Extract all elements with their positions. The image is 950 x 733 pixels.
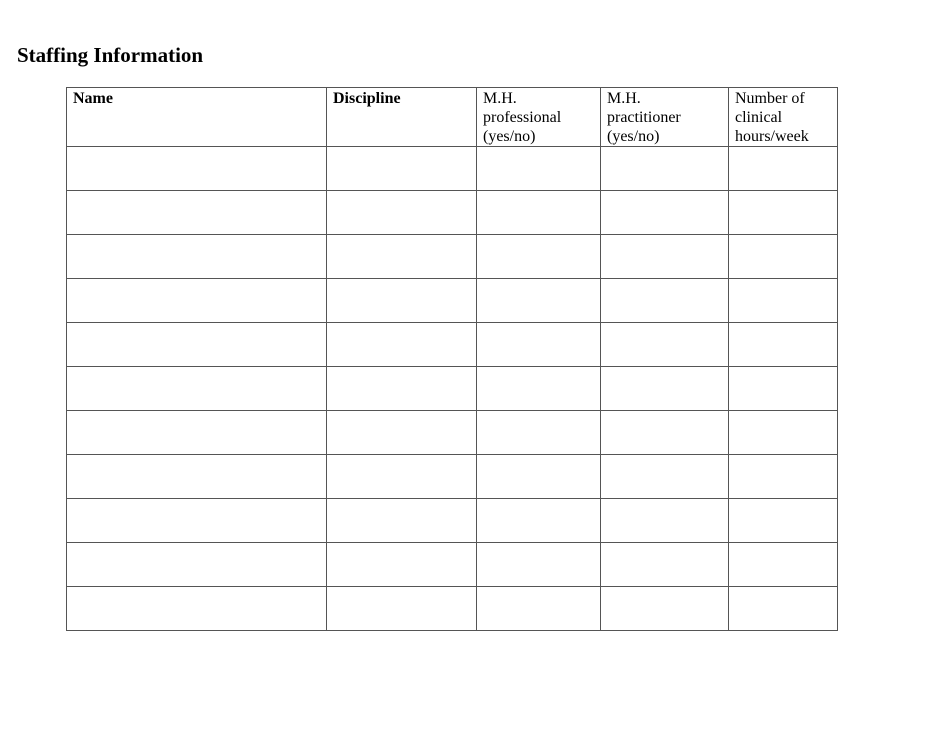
table-row <box>67 543 838 587</box>
header-text: practitioner <box>607 109 681 126</box>
cell-mh-practitioner[interactable] <box>601 147 729 191</box>
cell-mh-professional[interactable] <box>477 279 601 323</box>
cell-mh-professional[interactable] <box>477 455 601 499</box>
table-body <box>67 147 838 631</box>
cell-clinical-hours[interactable] <box>729 191 838 235</box>
cell-discipline[interactable] <box>327 455 477 499</box>
cell-clinical-hours[interactable] <box>729 367 838 411</box>
cell-mh-professional[interactable] <box>477 235 601 279</box>
cell-clinical-hours[interactable] <box>729 543 838 587</box>
cell-discipline[interactable] <box>327 543 477 587</box>
table-row <box>67 499 838 543</box>
cell-mh-professional[interactable] <box>477 323 601 367</box>
table-row <box>67 367 838 411</box>
cell-clinical-hours[interactable] <box>729 411 838 455</box>
cell-name[interactable] <box>67 191 327 235</box>
page-title: Staffing Information <box>17 43 204 67</box>
table-row <box>67 191 838 235</box>
column-header-discipline <box>327 88 477 147</box>
header-row <box>67 88 838 147</box>
column-header-name <box>67 88 327 147</box>
header-text: (yes/no) <box>483 128 536 145</box>
header-text: Discipline <box>333 90 401 107</box>
cell-name[interactable] <box>67 499 327 543</box>
cell-discipline[interactable] <box>327 235 477 279</box>
header-text: Name <box>73 90 113 107</box>
cell-mh-practitioner[interactable] <box>601 455 729 499</box>
column-header-mh-professional <box>477 88 601 147</box>
cell-mh-professional[interactable] <box>477 411 601 455</box>
cell-mh-practitioner[interactable] <box>601 279 729 323</box>
header-text: hours/week <box>735 128 809 145</box>
cell-clinical-hours[interactable] <box>729 235 838 279</box>
header-text: professional <box>483 109 562 126</box>
table-row <box>67 235 838 279</box>
cell-mh-practitioner[interactable] <box>601 235 729 279</box>
header-text: clinical <box>735 109 783 126</box>
table-row <box>67 147 838 191</box>
cell-name[interactable] <box>67 323 327 367</box>
cell-name[interactable] <box>67 543 327 587</box>
table-row <box>67 323 838 367</box>
cell-discipline[interactable] <box>327 587 477 631</box>
cell-mh-professional[interactable] <box>477 499 601 543</box>
cell-mh-practitioner[interactable] <box>601 543 729 587</box>
column-header-clinical-hours <box>729 88 838 147</box>
cell-discipline[interactable] <box>327 499 477 543</box>
table-row <box>67 411 838 455</box>
cell-name[interactable] <box>67 587 327 631</box>
table-row <box>67 279 838 323</box>
cell-discipline[interactable] <box>327 147 477 191</box>
cell-name[interactable] <box>67 367 327 411</box>
cell-mh-professional[interactable] <box>477 147 601 191</box>
cell-clinical-hours[interactable] <box>729 499 838 543</box>
cell-mh-practitioner[interactable] <box>601 587 729 631</box>
header-text: M.H. <box>607 90 641 107</box>
cell-mh-practitioner[interactable] <box>601 499 729 543</box>
cell-discipline[interactable] <box>327 279 477 323</box>
cell-clinical-hours[interactable] <box>729 147 838 191</box>
cell-mh-professional[interactable] <box>477 367 601 411</box>
cell-mh-practitioner[interactable] <box>601 367 729 411</box>
cell-discipline[interactable] <box>327 323 477 367</box>
cell-clinical-hours[interactable] <box>729 455 838 499</box>
cell-mh-professional[interactable] <box>477 191 601 235</box>
cell-name[interactable] <box>67 455 327 499</box>
cell-name[interactable] <box>67 147 327 191</box>
column-header-mh-practitioner <box>601 88 729 147</box>
cell-mh-practitioner[interactable] <box>601 191 729 235</box>
cell-mh-practitioner[interactable] <box>601 323 729 367</box>
cell-mh-professional[interactable] <box>477 587 601 631</box>
cell-discipline[interactable] <box>327 367 477 411</box>
table-row <box>67 587 838 631</box>
table-row <box>67 455 838 499</box>
cell-name[interactable] <box>67 411 327 455</box>
header-text: Number of <box>735 90 805 107</box>
cell-discipline[interactable] <box>327 191 477 235</box>
cell-name[interactable] <box>67 235 327 279</box>
cell-clinical-hours[interactable] <box>729 279 838 323</box>
staffing-table <box>66 87 838 631</box>
cell-mh-professional[interactable] <box>477 543 601 587</box>
cell-clinical-hours[interactable] <box>729 323 838 367</box>
cell-discipline[interactable] <box>327 411 477 455</box>
cell-mh-practitioner[interactable] <box>601 411 729 455</box>
cell-name[interactable] <box>67 279 327 323</box>
header-text: (yes/no) <box>607 128 660 145</box>
cell-clinical-hours[interactable] <box>729 587 838 631</box>
header-text: M.H. <box>483 90 517 107</box>
